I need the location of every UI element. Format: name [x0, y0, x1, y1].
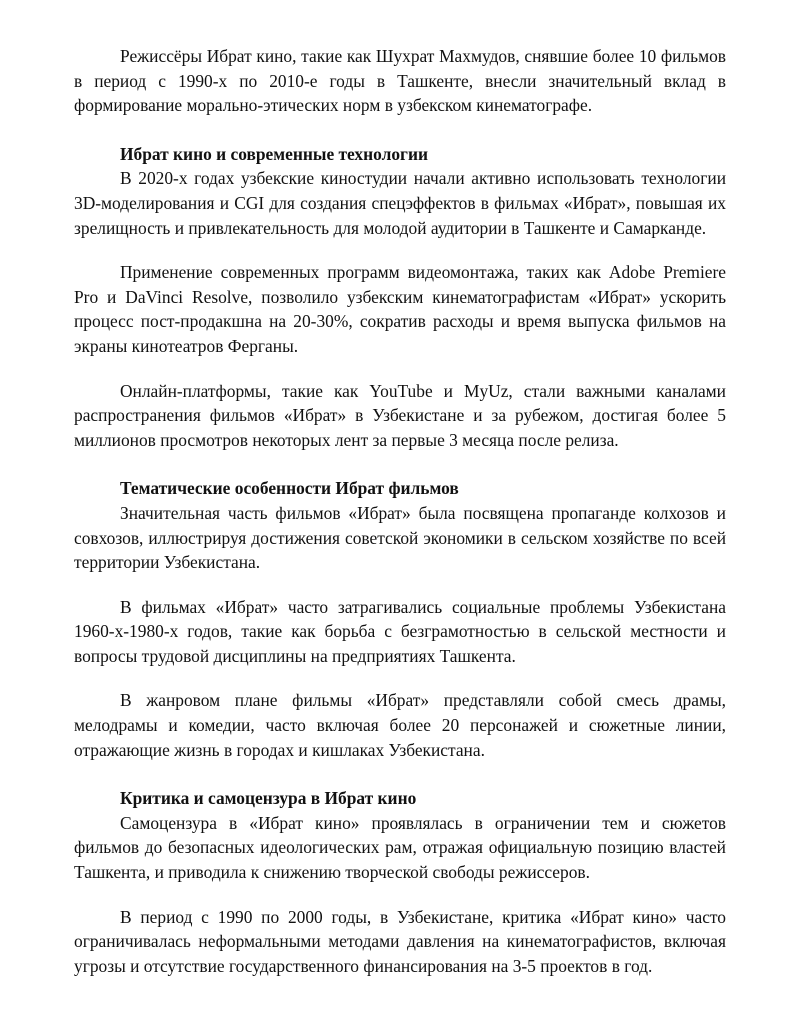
themes-paragraph-3: В жанровом плане фильмы «Ибрат» представляли собой смесь драмы, мелодрамы и комедии, часто включая более 20 персонажей и сюжетные линии, отражающие жизнь в городах и кишлаках Узбекистана.	[74, 690, 726, 760]
technology-paragraph-1: В 2020-х годах узбекские киностудии начали активно использовать технологии 3D-моделирования и CGI для создания спецэффектов в фильмах «Ибрат», повышая их зрелищность и привлекательность для молодой аудитории в Ташкенте и Самарканде.	[74, 168, 726, 238]
spacer	[74, 118, 726, 142]
spacer	[74, 240, 726, 260]
criticism-paragraph-2: В период с 1990 по 2000 годы, в Узбекистане, критика «Ибрат кино» часто ограничивалась неформальными методами давления на кинематографистов, включая угрозы и отсутствие государственного финансирования на 3-5 проектов в год.	[74, 906, 726, 976]
document-page	[74, 44, 726, 978]
criticism-paragraph-1: Самоцензура в «Ибрат кино» проявлялась в ограничении тем и сюжетов фильмов до безопасных идеологических рам, отражая официальную позицию властей Ташкента, и приводила к снижению творческой свободы режиссеров.	[74, 812, 726, 883]
themes-paragraph-1: Значительная часть фильмов «Ибрат» была посвящена пропаганде колхозов и совхозов, иллюстрируя достижения советской экономики в сельском хозяйстве по всей территории Узбекистана.	[74, 502, 726, 573]
section-heading-technology: Ибрат кино и современные технологии	[120, 143, 428, 164]
technology-paragraph-3: Онлайн-платформы, такие как YouTube и MyUz, стали важными каналами распространения фильмов «Ибрат» в Узбекистане и за рубежом, достигая более 5 миллионов просмотров некоторых лент за первые 3 месяца после релиза.	[74, 380, 726, 450]
technology-paragraph-2: Применение современных программ видеомонтажа, таких как Adobe Premiere Pro и DaVinci Resolve, позволило узбекским кинематографистам «Ибрат» ускорить процесс пост-продакшна на 20-30%, сократив расходы и время выпуска фильмов на экраны кинотеатров Ферганы.	[74, 262, 726, 356]
intro-paragraph: Режиссёры Ибрат кино, такие как Шухрат Махмудов, снявшие более 10 фильмов в период с 1990-х по 2010-е годы в Ташкенте, внесли значительный вклад в формирование морально-этических норм в узбекском кинематографе.	[74, 46, 726, 116]
section-heading-criticism: Критика и самоцензура в Ибрат кино	[120, 788, 417, 809]
spacer	[74, 359, 726, 379]
spacer	[74, 762, 726, 786]
themes-paragraph-2: В фильмах «Ибрат» часто затрагивались социальные проблемы Узбекистана 1960-х-1980-х годов, такие как борьба с безграмотностью в сельской местности и вопросы трудовой дисциплины на предприятиях Ташкента.	[74, 596, 726, 666]
section-heading-themes: Тематические особенности Ибрат фильмов	[120, 478, 459, 499]
spacer	[74, 452, 726, 476]
spacer	[74, 575, 726, 595]
spacer	[74, 668, 726, 688]
spacer	[74, 885, 726, 905]
